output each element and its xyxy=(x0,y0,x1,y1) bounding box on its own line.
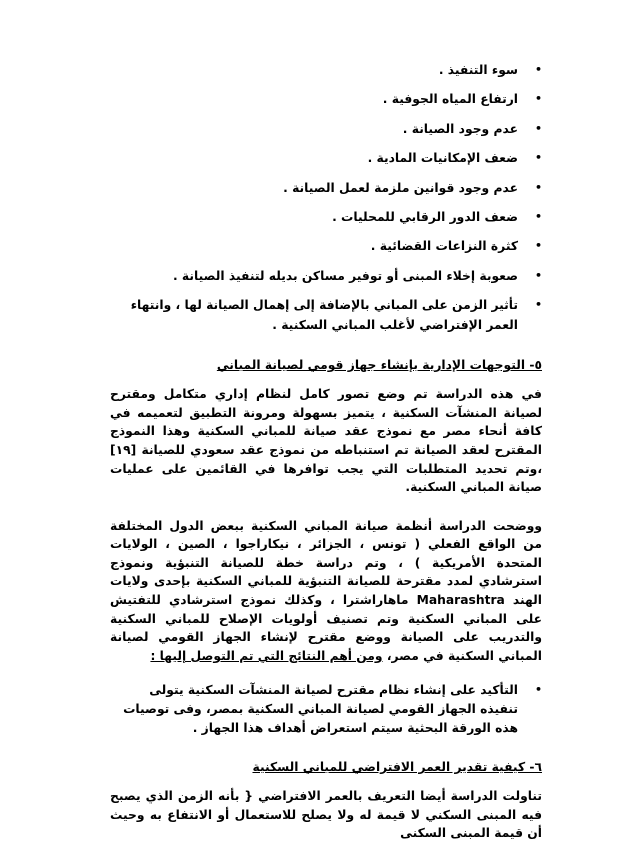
section-5-paragraph-2 xyxy=(110,517,542,666)
list-item: • عدم وجود قوانين ملزمة لعمل الصيانة . xyxy=(110,178,542,198)
section-5-paragraph-1: في هذه الدراسة تم وضع تصور كامل لنظام إداري متكامل ومقترح لصيانة المنشآت السكنية ، يتميز بسهولة ومرونة التطبيق لتعميمه في كافة أنحاء مصر مع نموذج عقد صيانة للمباني السكنية وهذا النموذج المقترح لعقد الصيانة تم استنباطه من نموذج عقد سعودي للصيانة [١٩] ،وتم تحديد المتطلبات التي يجب توافرها في القائمين على عمليات صيانة المباني السكنية. xyxy=(110,387,542,495)
list-item: • سوء التنفيذ . xyxy=(110,60,542,80)
paragraph-text: ووضحت الدراسة أنظمة صيانة المباني السكنية ببعض الدول المختلفة من الواقع الفعلي ( تونس ، الجزائر ، نيكاراجوا ، الصين ، الولايات المتحدة الأمريكية ) ، وتم دراسة خطة للصيانة التنبؤية ونموذج استرشادي لمدد مقترحة للصيانة التنبؤية للمباني السكنية بإحدى ولايات الهند xyxy=(110,518,542,608)
list-item: • عدم وجود الصيانة . xyxy=(110,119,542,139)
list-item: • تأثير الزمن على المباني بالإضافة إلى إهمال الصيانة لها ، وانتهاء العمر الإفتراضي لأغلب المباني السكنية . xyxy=(110,295,542,335)
paragraph-text: ماهاراشترا ، وكذلك نموذج استرشادي للتفتيش على المباني السكنية وتم تصنيف أولويات الإصلاح للمباني السكنية والتدريب على الصيانة ووضع مقترح لإنشاء الجهاز القومي لصيانة المباني السكنية في مصر، xyxy=(110,593,542,663)
causes-list xyxy=(110,60,542,335)
list-item: • صعوبة إخلاء المبنى أو توفير مساكن بديله لتنفيذ الصيانة . xyxy=(110,266,542,286)
list-item: • كثرة النزاعات القضائية . xyxy=(110,236,542,256)
section-6-paragraph: تناولت الدراسة أيضا التعريف بالعمر الافتراضي { بأنه الزمن الذي يصبح فيه المبنى السكني لا قيمة له ولا يصلح للاستعمال أو الانتفاع به وحيث أن قيمة المبنى السكنى xyxy=(110,789,542,841)
list-item: • التأكيد على إنشاء نظام مقترح لصيانة المنشآت السكنية يتولى تنفيذه الجهاز القومي لصيانة المباني السكنية بمصر، وفى توصيات هذه الورقة البحثية سيتم استعراض أهداف هذا الجهاز . xyxy=(110,681,542,737)
state-name-latin: Maharashtra xyxy=(416,593,505,608)
list-item: • ارتفاع المياه الجوفية . xyxy=(110,89,542,109)
section-6-heading: ٦- كيفية تقدير العمر الافتراضي للمباني السكنية xyxy=(252,760,542,775)
section-5-heading: ٥- التوجهات الإدارية بإنشاء جهاز قومي لصيانة المباني xyxy=(216,358,542,373)
list-item: • ضعف الإمكانيات المادية . xyxy=(110,148,542,168)
results-intro: ومن أهم النتائج التي تم التوصل إليها : xyxy=(150,648,383,663)
results-list xyxy=(110,681,542,737)
list-item: • ضعف الدور الرقابي للمحليات . xyxy=(110,207,542,227)
